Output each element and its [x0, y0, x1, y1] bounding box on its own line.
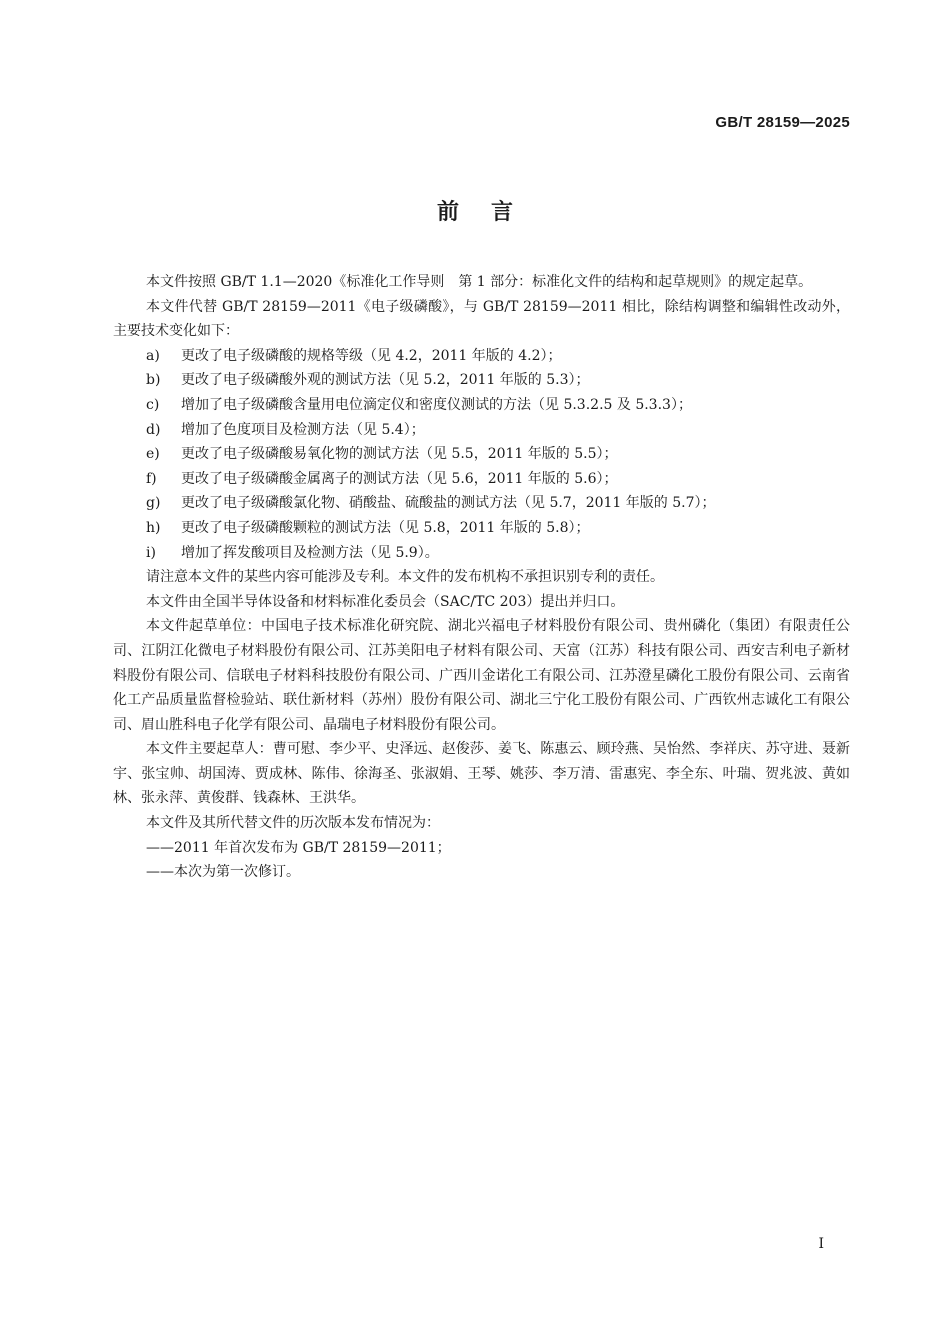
- paragraph: 本文件由全国半导体设备和材料标准化委员会（SAC/TC 203）提出并归口。: [146, 593, 625, 610]
- list-text: 增加了挥发酸项目及检测方法（见 5.9）。: [181, 544, 439, 561]
- paragraph: 本文件主要起草人：曹可慰、李少平、史泽远、赵俊莎、姜飞、陈惠云、顾玲燕、吴怡然、李祥庆、苏守进、聂新宇、张宝帅、胡国涛、贾成林、陈伟、徐海圣、张淑娟、王琴、姚莎、李万清、雷惠宪、李全东、叶瑞、贺兆波、黄如林、张永萍、黄俊群、钱森林、王洪华。: [113, 741, 850, 807]
- list-item: [113, 491, 850, 516]
- list-marker: i): [146, 544, 156, 561]
- list-marker: a): [146, 347, 160, 364]
- list-text: 更改了电子级磷酸的规格等级（见 4.2，2011 年版的 4.2）；: [181, 347, 562, 364]
- change-list: [113, 344, 850, 565]
- list-marker: e): [146, 446, 160, 463]
- list-item: [113, 368, 850, 393]
- page-title: 前言: [436, 200, 545, 225]
- history-item: ——2011 年首次发布为 GB/T 28159—2011；: [146, 839, 451, 856]
- paragraph: 本文件代替 GB/T 28159—2011《电子级磷酸》，与 GB/T 28159—2011 相比，除结构调整和编辑性改动外，主要技术变化如下：: [113, 298, 850, 340]
- list-item: [113, 393, 850, 418]
- list-item: [113, 442, 850, 467]
- list-marker: h): [146, 519, 161, 536]
- list-text: 更改了电子级磷酸颗粒的测试方法（见 5.8，2011 年版的 5.8）；: [181, 519, 590, 536]
- list-text: 更改了电子级磷酸易氧化物的测试方法（见 5.5，2011 年版的 5.5）；: [181, 446, 618, 463]
- list-item: [113, 541, 850, 566]
- list-text: 增加了色度项目及检测方法（见 5.4）；: [181, 421, 425, 438]
- page-number: I: [818, 1236, 824, 1252]
- history-item: ——本次为第一次修订。: [146, 864, 300, 881]
- list-item: [113, 418, 850, 443]
- list-item: [113, 467, 850, 492]
- paragraph: 请注意本文件的某些内容可能涉及专利。本文件的发布机构不承担识别专利的责任。: [146, 569, 664, 586]
- list-marker: b): [146, 372, 161, 389]
- standard-code: GB/T 28159—2025: [715, 114, 850, 131]
- list-text: 更改了电子级磷酸氯化物、硝酸盐、硫酸盐的测试方法（见 5.7，2011 年版的 5.7）；: [181, 495, 716, 512]
- list-item: [113, 516, 850, 541]
- list-marker: f): [146, 470, 157, 487]
- paragraph: 本文件起草单位：中国电子技术标准化研究院、湖北兴福电子材料股份有限公司、贵州磷化（集团）有限责任公司、江阴江化微电子材料股份有限公司、江苏美阳电子材料有限公司、天富（江苏）科技有限公司、西安吉利电子新材料股份有限公司、信联电子材料科技股份有限公司、广西川金诺化工有限公司、江苏澄星磷化工股份有限公司、云南省化工产品质量监督检验站、联仕新材料（苏州）股份有限公司、湖北三宁化工股份有限公司、广西钦州志诚化工有限公司、眉山胜科电子化学有限公司、晶瑞电子材料股份有限公司。: [113, 618, 850, 733]
- list-marker: c): [146, 396, 160, 413]
- paragraph: 本文件及其所代替文件的历次版本发布情况为：: [146, 815, 440, 832]
- list-marker: d): [146, 421, 161, 438]
- paragraph: 本文件按照 GB/T 1.1—2020《标准化工作导则 第 1 部分：标准化文件的结构和起草规则》的规定起草。: [146, 274, 813, 290]
- list-marker: g): [146, 495, 161, 512]
- list-text: 增加了电子级磷酸含量用电位滴定仪和密度仪测试的方法（见 5.3.2.5 及 5.3.3）；: [181, 396, 692, 413]
- list-item: [113, 344, 850, 369]
- list-text: 更改了电子级磷酸金属离子的测试方法（见 5.6，2011 年版的 5.6）；: [181, 470, 618, 487]
- list-text: 更改了电子级磷酸外观的测试方法（见 5.2，2011 年版的 5.3）；: [181, 372, 590, 389]
- document-body: [113, 270, 850, 885]
